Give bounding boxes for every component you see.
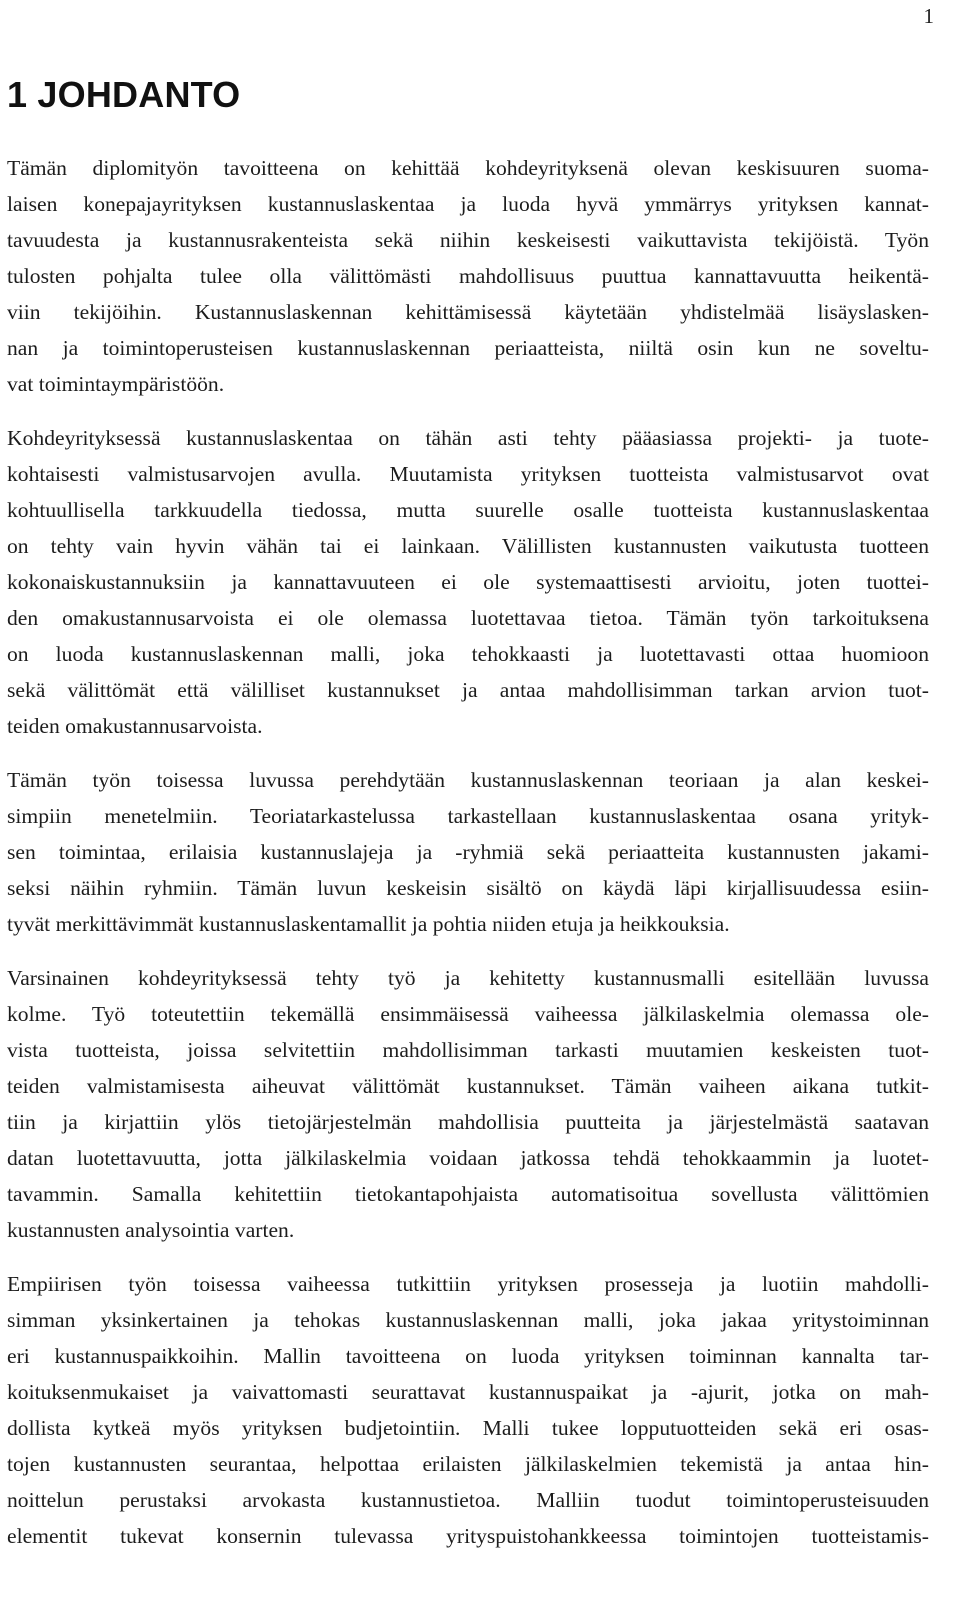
text-line: viin tekijöihin. Kustannuslaskennan kehittämisessä käytetään yhdistelmää lisäyslasken-	[7, 300, 929, 324]
paragraph-1	[7, 150, 929, 402]
text-line: simpiin menetelmiin. Teoriatarkastelussa tarkastellaan kustannuslaskentaa osana yrityk-	[7, 804, 929, 828]
text-line: vat toimintaympäristöön.	[7, 372, 225, 396]
text-line: nan ja toimintoperusteisen kustannuslaskennan periaatteista, niiltä osin kun ne soveltu-	[7, 336, 929, 360]
text-line: teiden omakustannusarvoista.	[7, 714, 263, 738]
paragraph-3	[7, 762, 929, 942]
paragraph-5	[7, 1266, 929, 1554]
text-line: noittelun perustaksi arvokasta kustannustietoa. Malliin tuodut toimintoperusteisuuden	[7, 1488, 929, 1512]
text-line: kohtaisesti valmistusarvojen avulla. Muutamista yrityksen tuotteista valmistusarvot ovat	[7, 462, 929, 486]
body-text	[7, 150, 929, 1572]
text-line: on tehty vain hyvin vähän tai ei lainkaan. Välillisten kustannusten vaikutusta tuotteen	[7, 534, 929, 558]
text-line: tavuudesta ja kustannusrakenteista sekä niihin keskeisesti vaikuttavista tekijöistä. Työn	[7, 228, 929, 252]
text-line: laisen konepajayrityksen kustannuslaskentaa ja luoda hyvä ymmärrys yrityksen kannat-	[7, 192, 929, 216]
text-line: on luoda kustannuslaskennan malli, joka tehokkaasti ja luotettavasti ottaa huomioon	[7, 642, 929, 666]
text-line: tiin ja kirjattiin ylös tietojärjestelmän mahdollisia puutteita ja järjestelmästä saatavan	[7, 1110, 929, 1134]
text-line: kolme. Työ toteutettiin tekemällä ensimmäisessä vaiheessa jälkilaskelmia olemassa ole-	[7, 1002, 929, 1026]
text-line: eri kustannuspaikkoihin. Mallin tavoitteena on luoda yrityksen toiminnan kannalta tar-	[7, 1344, 929, 1368]
paragraph-2	[7, 420, 929, 744]
chapter-heading: 1 JOHDANTO	[7, 74, 241, 115]
text-line: kokonaiskustannuksiin ja kannattavuuteen ei ole systemaattisesti arvioitu, joten tuottei-	[7, 570, 929, 594]
text-line: Kohdeyrityksessä kustannuslaskentaa on tähän asti tehty pääasiassa projekti- ja tuote-	[7, 426, 929, 450]
text-line: dollista kytkeä myös yrityksen budjetointiin. Malli tukee lopputuotteiden sekä eri osas-	[7, 1416, 929, 1440]
text-line: vista tuotteista, joissa selvitettiin mahdollisimman tarkasti muutamien keskeisten tuot-	[7, 1038, 929, 1062]
text-line: koituksenmukaiset ja vaivattomasti seurattavat kustannuspaikat ja -ajurit, jotka on mah-	[7, 1380, 929, 1404]
text-line: Varsinainen kohdeyrityksessä tehty työ ja kehitetty kustannusmalli esitellään luvussa	[7, 966, 929, 990]
text-line: elementit tukevat konsernin tulevassa yrityspuistohankkeessa toimintojen tuotteistamis-	[7, 1524, 929, 1548]
text-line: sekä välittömät että välilliset kustannukset ja antaa mahdollisimman tarkan arvion tuot-	[7, 678, 929, 702]
text-line: Tämän diplomityön tavoitteena on kehittää kohdeyrityksenä olevan keskisuuren suoma-	[7, 156, 929, 180]
text-line: kustannusten analysointia varten.	[7, 1218, 295, 1242]
paragraph-4	[7, 960, 929, 1248]
text-line: datan luotettavuutta, jotta jälkilaskelmia voidaan jatkossa tehdä tehokkaammin ja luotet-	[7, 1146, 929, 1170]
text-line: tyvät merkittävimmät kustannuslaskentamallit ja pohtia niiden etuja ja heikkouksia.	[7, 912, 730, 936]
text-line: Tämän työn toisessa luvussa perehdytään kustannuslaskennan teoriaan ja alan keskei-	[7, 768, 929, 792]
text-line: kohtuullisella tarkkuudella tiedossa, mutta suurelle osalle tuotteista kustannuslaskentaa	[7, 498, 929, 522]
text-line: teiden valmistamisesta aiheuvat välittömät kustannukset. Tämän vaiheen aikana tutkit-	[7, 1074, 929, 1098]
text-line: sen toimintaa, erilaisia kustannuslajeja ja -ryhmiä sekä periaatteita kustannusten jakami-	[7, 840, 929, 864]
text-line: tulosten pohjalta tulee olla välittömästi mahdollisuus puuttua kannattavuutta heikentä-	[7, 264, 929, 288]
text-line: simman yksinkertainen ja tehokas kustannuslaskennan malli, joka jakaa yritystoiminnan	[7, 1308, 929, 1332]
page-number: 1	[923, 4, 934, 28]
text-line: tavammin. Samalla kehitettiin tietokantapohjaista automatisoitua sovellusta välittömien	[7, 1182, 929, 1206]
text-line: Empiirisen työn toisessa vaiheessa tutkittiin yrityksen prosesseja ja luotiin mahdolli-	[7, 1272, 929, 1296]
text-line: den omakustannusarvoista ei ole olemassa luotettavaa tietoa. Tämän työn tarkoituksena	[7, 606, 929, 630]
text-line: tojen kustannusten seurantaa, helpottaa erilaisten jälkilaskelmien tekemistä ja antaa hin-	[7, 1452, 929, 1476]
text-line: seksi näihin ryhmiin. Tämän luvun keskeisin sisältö on käydä läpi kirjallisuudessa esiin-	[7, 876, 929, 900]
